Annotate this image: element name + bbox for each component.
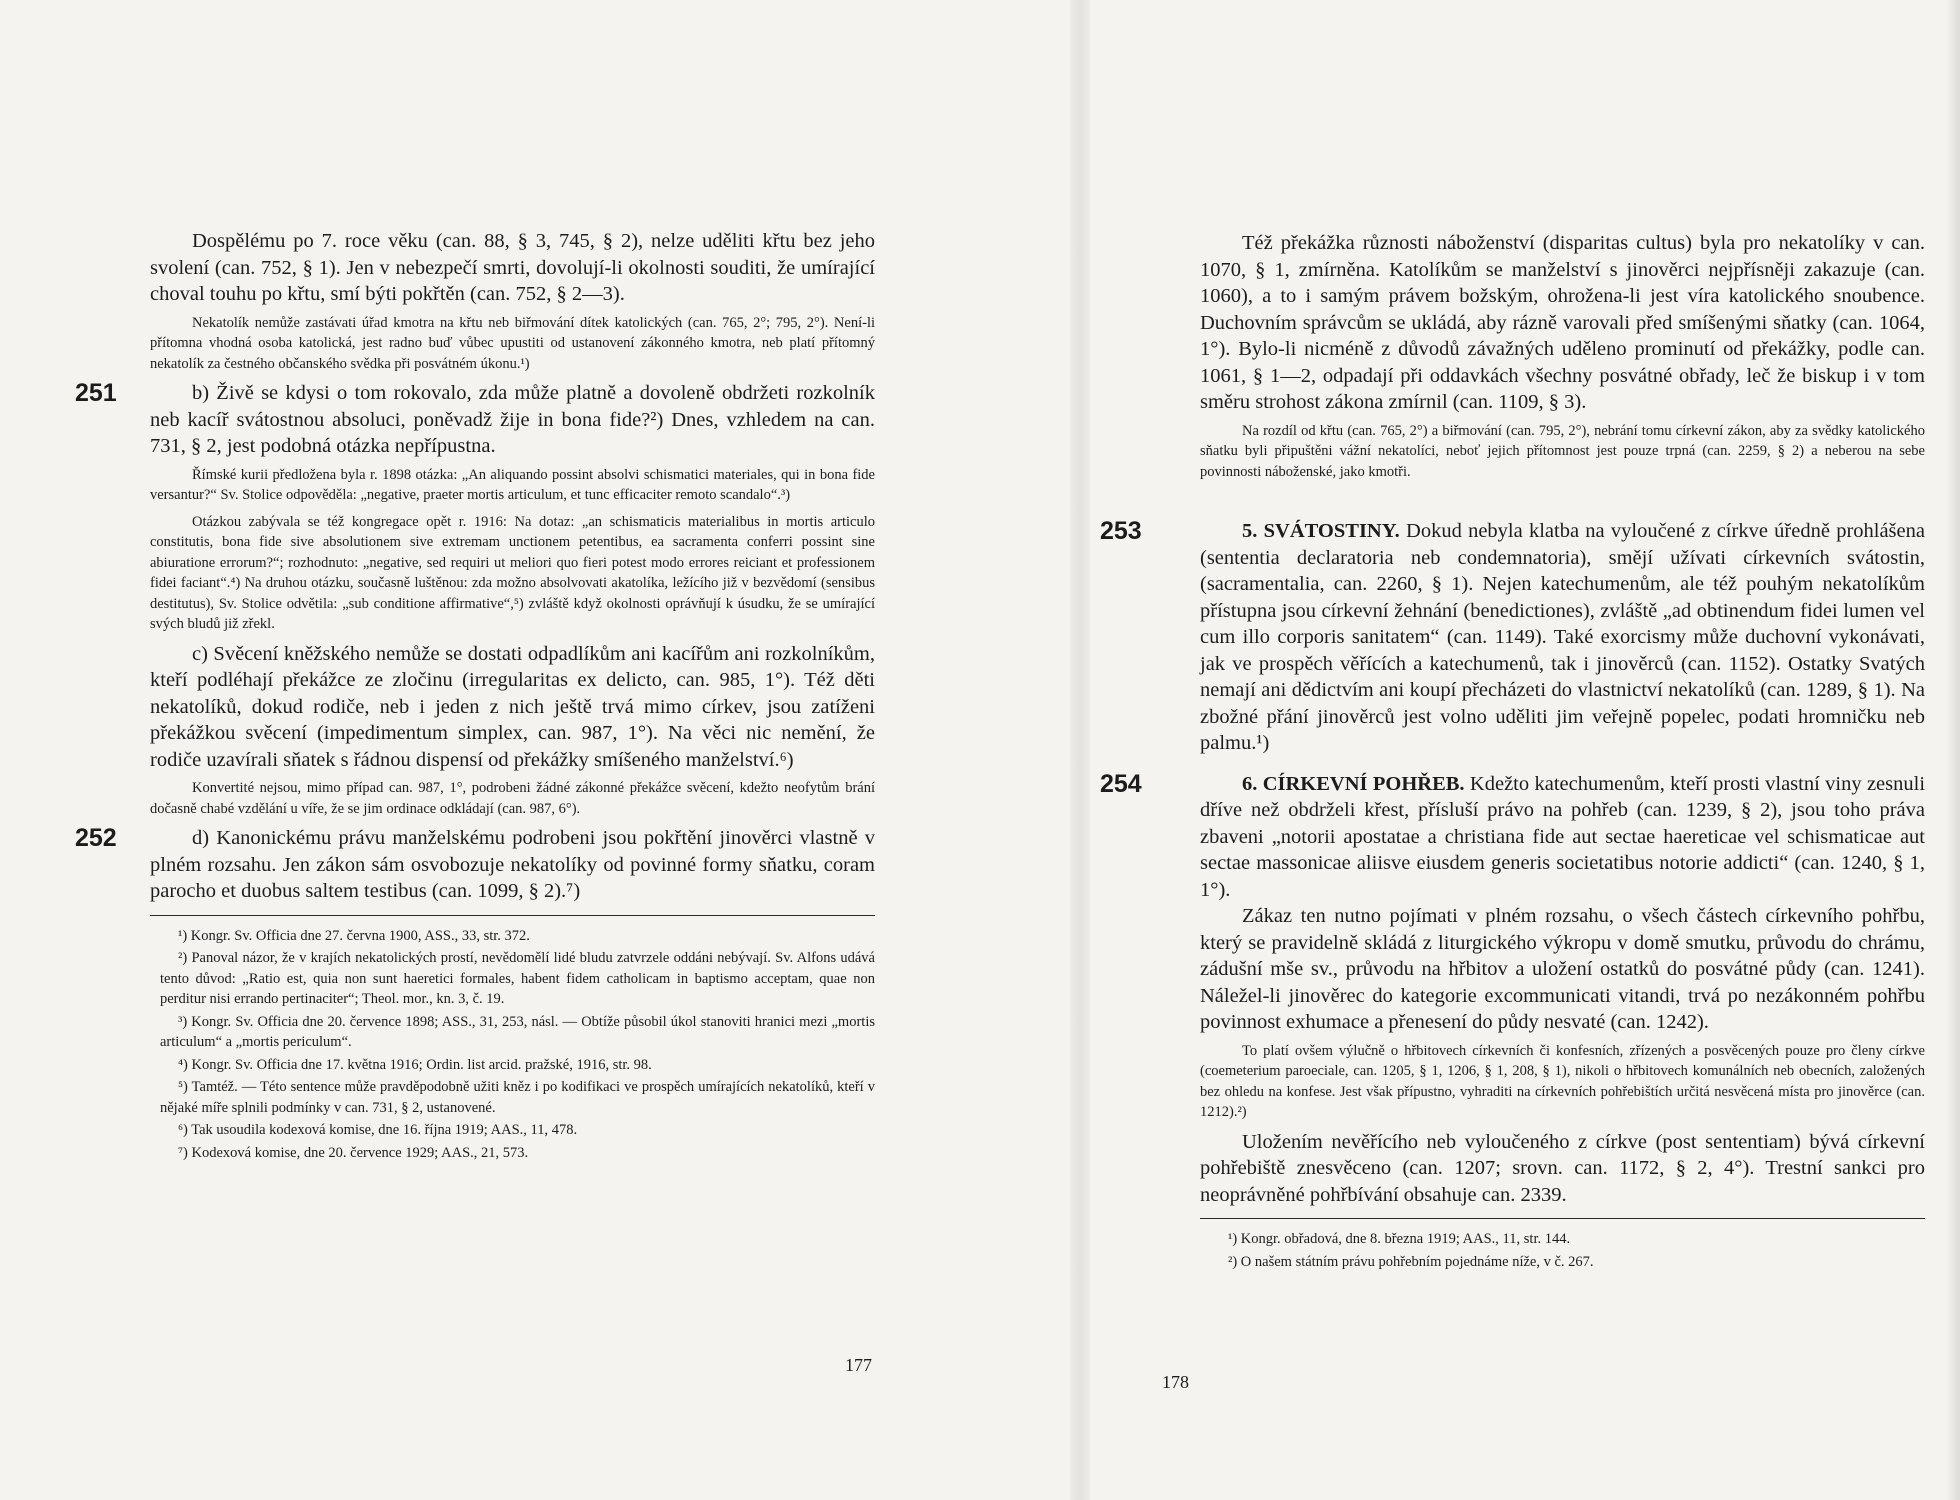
footnote: ²) Panoval názor, že v krajích nekatolických prostí, nevědomělí lidé bludu zatvrzele oddáni nebývají. Sv. Alfons udává tento důvod: „Ratio est, quia non sunt haeretici formales, habent fidem catholicam in baptismo acceptam, quae non perditur nisi errando pertinaciter“; Theol. mor., kn. 3, č. 19. xyxy=(160,950,875,1007)
book-gutter xyxy=(1070,0,1090,1500)
footnotes xyxy=(150,926,875,1164)
footnote: ¹) Kongr. obřadová, dne 8. března 1919; AAS., 11, str. 144. xyxy=(1228,1231,1571,1247)
footnotes xyxy=(1200,1229,1925,1272)
section-251 xyxy=(75,379,875,460)
page-number: 178 xyxy=(1162,1372,1189,1392)
footnote-rule xyxy=(1200,1218,1925,1219)
page-number: 177 xyxy=(845,1355,872,1375)
section-253 xyxy=(1100,517,1925,757)
section-heading: 5. SVÁTOSTINY. xyxy=(1242,520,1400,542)
paragraph: Uložením nevěřícího neb vyloučeného z církve (post sententiam) bývá církevní pohřebiště znesvěceno (can. 1207; srovn. can. 1172, § 2, 4°). Trestní sankci pro neoprávněné pohřbívání obsahuje can. 2339. xyxy=(1200,1130,1925,1206)
page-edge-shadow xyxy=(1946,0,1960,1500)
footnote: ¹) Kongr. Sv. Officia dne 27. června 1900, ASS., 33, str. 372. xyxy=(178,927,530,944)
footnote: ⁶) Tak usoudila kodexová komise, dne 16. října 1919; AAS., 11, 478. xyxy=(178,1122,578,1138)
right-page xyxy=(1090,0,1960,1500)
paragraph-text: Kdežto katechumenům, kteří prosti vlastní viny zesnuli dříve než obdrželi křest, přísluší právo na pohřeb (can. 1239, § 2), jsou toho práva zbaveni „notorii apostatae a christiana fide aut sectae haereticae vel schismaticae aut sectae massonicae aliisve eiusdem generis societatibus notorie addicti“ (can. 1240, § 1, 1°). xyxy=(1200,772,1926,901)
left-text-block xyxy=(75,228,875,1165)
paragraph: c) Svěcení kněžského nemůže se dostati odpadlíkům ani kacířům ani rozkolníkům, kteří podléhají překážce ze zločinu (irregularitas ex delicto, can. 985, 1°). Též děti nekatolíků, dokud rodiče, neb i jeden z nich ještě trvá mimo církev, jsou zatíženi překážkou svěcení (impedimentum simplex, can. 987, 1°). Na věci nic nemění, že rodiče uzavírali sňatek s řádnou dispensí od překážky smíšeného manželství.⁶) xyxy=(150,642,875,771)
section-heading: 6. CÍRKEVNÍ POHŘEB. xyxy=(1242,772,1465,795)
section-252 xyxy=(75,824,875,905)
footnote: ⁷) Kodexová komise, dne 20. července 1929; AAS., 21, 573. xyxy=(178,1144,529,1161)
margin-number: 254 xyxy=(1100,769,1142,798)
paragraph-text: Dokud nebyla klatba na vyloučené z církve úředně prohlášena (sententia declaratoria neb condemnatoria), smějí užívati církevních svátostin, (sacramentalia, can. 2260, § 1). Nejen katechumenům, ale též pouhým nekatolíkům přístupna jsou církevní žehnání (benedictiones), zvláště „ad obtinendum fidei lumen vel cum illo corporis sanitatem“ (can. 1149). Také exorcismy může duchovní vykonávati, jak ve prospěch věřících a katechumenů, tak i jinověrců (can. 1152). Ostatky Svatých nemají ani dědictvím ani koupí přecházeti do vlastnictví nekatolíků (can. 1289, § 1). Na zbožné přání jinověrců jest volno uděliti jim veřejně popelec, podati hromničku neb palmu.¹) xyxy=(1200,520,1925,754)
note-paragraph: Římské kurii předložena byla r. 1898 otázka: „An aliquando possint absolvi schismatici materiales, qui in bona fide versantur?“ Sv. Stolice odpověděla: „negative, praeter mortis articulum, et tunc efficaciter remoto scandalo“.³) xyxy=(150,466,875,503)
paragraph xyxy=(1200,518,1925,757)
note-paragraph: Otázkou zabývala se též kongregace opět r. 1916: Na dotaz: „an schismaticis materialibus in mortis articulo constitutis, bona fide sive absolutionem sive extremam unctionem petentibus, ea sacramenta conferri possint sine abiuratione errorum?“; rozhodnuto: „negative, sed requiri ut meliori quo fieri potest modo errores reiciant et professionem fidei faciant“.⁴) Na druhou otázku, současně luštěnou: zda možno absolvovati akatolíka, ležícího již v bezvědomí (sensibus destitutus), Sv. Stolice odvětila: „sub conditione affirmative“,⁵) zvláště když okolnosti oprávňují k úsudku, že se umírající svých bludů již zřekl. xyxy=(150,513,875,632)
footnote: ⁵) Tamtéž. — Této sentence může pravděpodobně užiti kněz i po kodifikaci ve prospěch umírajících nekatolíků, kteří v nějaké míře splnili podmínky v can. 731, § 2, ustanovené. xyxy=(160,1079,875,1116)
margin-number: 252 xyxy=(75,824,117,852)
footnote: ³) Kongr. Sv. Officia dne 20. července 1898; ASS., 31, 253, násl. — Obtíže působil úkol stanoviti hranici mezi „mortis articulum“ a „mortis periculum“. xyxy=(160,1013,875,1050)
note-paragraph: Na rozdíl od křtu (can. 765, 2°) a biřmování (can. 795, 2°), nebrání tomu církevní zákon, aby za svědky katolického sňatku byli připuštěni vážní nekatolíci, neboť jejich přítomnost jest pouze trpná (can. 2259, § 2) a neberou na sebe povinnosti náboženské, jako kmotři. xyxy=(1200,422,1925,480)
right-text-block xyxy=(1100,230,1926,1274)
note-paragraph: Konvertité nejsou, mimo případ can. 987, 1°, podrobeni žádné zákonné překážce svěcení, kdežto neofytům brání dočasně chabé vzdělání u víře, že se jim ordinace odkládají (can. 987, 6°). xyxy=(150,780,875,817)
footnote: ²) O našem státním právu pohřebním pojednáme níže, v č. 267. xyxy=(1228,1253,1594,1270)
paragraph: d) Kanonickému právu manželskému podrobeni jsou pokřtění jinověrci vlastně v plném rozsahu. Jen zákon sám osvobozuje nekatolíky od povinné formy sňatku, coram parocho et duobus saltem testibus (can. 1099, § 2).⁷) xyxy=(150,827,875,902)
paragraph xyxy=(1200,771,1925,904)
section-254 xyxy=(1100,769,1926,904)
note-paragraph: To platí ovšem výlučně o hřbitovech církevních či konfesních, zřízených a posvěcených pouze pro členy církve (coemeterium paroeciale, can. 1205, § 1, 1206, § 1, 208, § 1), nikoli o hřbitovech komunálních neb obecních, založených bez ohledu na konfese. Jest však přípustno, vyhraditi na církevních pohřebištích určitá nesvěcená místa pro jinověrce (can. 1212).²) xyxy=(1200,1042,1925,1120)
margin-number: 251 xyxy=(75,379,117,407)
paragraph: b) Živě se kdysi o tom rokovalo, zda může platně a dovoleně obdržeti rozkolník neb kacíř svátostnou absoluci, poněvadž žije in bona fide?²) Dnes, vzhledem na can. 731, § 2, jest podobná otázka nepřípustna. xyxy=(150,382,875,457)
note-paragraph: Nekatolík nemůže zastávati úřad kmotra na křtu neb biřmování dítek katolických (can. 765, 2°; 795, 2°). Není-li přítomna vhodná osoba katolická, jest radno buď vůbec upustiti od ustanovení zákonného kmotra, neb platí přítomný nekatolík za čestného občanského svědka při posvátném úkonu.¹) xyxy=(150,314,875,372)
footnote-rule xyxy=(150,915,875,916)
paragraph: Též překážka různosti náboženství (disparitas cultus) byla pro nekatolíky v can. 1070, § 1, zmírněna. Katolíkům se manželství s jinověrci nejpřísněji zakazuje (can. 1060), a to i samým právem božským, ohrožena-li jest víra katolického snoubence. Duchovním správcům se ukládá, aby rázně varovali před smíšenými sňatky (can. 1064, 1°). Bylo-li nicméně z důvodů závažných uděleno prominutí od překážky, podle can. 1061, § 1—2, odpadají při oddavkách všechny posvátné obřady, leč že biskup i v tom směru strohost zákona zmírnil (can. 1109, § 3). xyxy=(1200,232,1925,413)
footnote: ⁴) Kongr. Sv. Officia dne 17. května 1916; Ordin. list arcid. pražské, 1916, str. 98. xyxy=(178,1056,652,1073)
paragraph: Dospělému po 7. roce věku (can. 88, § 3, 745, § 2), nelze uděliti křtu bez jeho svolení (can. 752, § 1). Jen v nebezpečí smrti, dovolují-li okolnosti souditi, že umírající choval touhu po křtu, smí býti pokřtěn (can. 752, § 2—3). xyxy=(150,230,875,305)
paragraph: Zákaz ten nutno pojímati v plném rozsahu, o všech částech církevního pohřbu, který se pravidelně skládá z liturgického výkropu v domě smutku, průvodu do chrámu, zádušní mše sv., průvodu na hřbitov a uložení ostatků do posvátné půdy (can. 1241). Náležel-li jinověrec do kategorie excommunicati vitandi, trvá po nezákonném pohřbu povinnost exhumace a přenesení do půdy nesvaté (can. 1242). xyxy=(1200,905,1925,1033)
margin-number: 253 xyxy=(1100,517,1142,545)
